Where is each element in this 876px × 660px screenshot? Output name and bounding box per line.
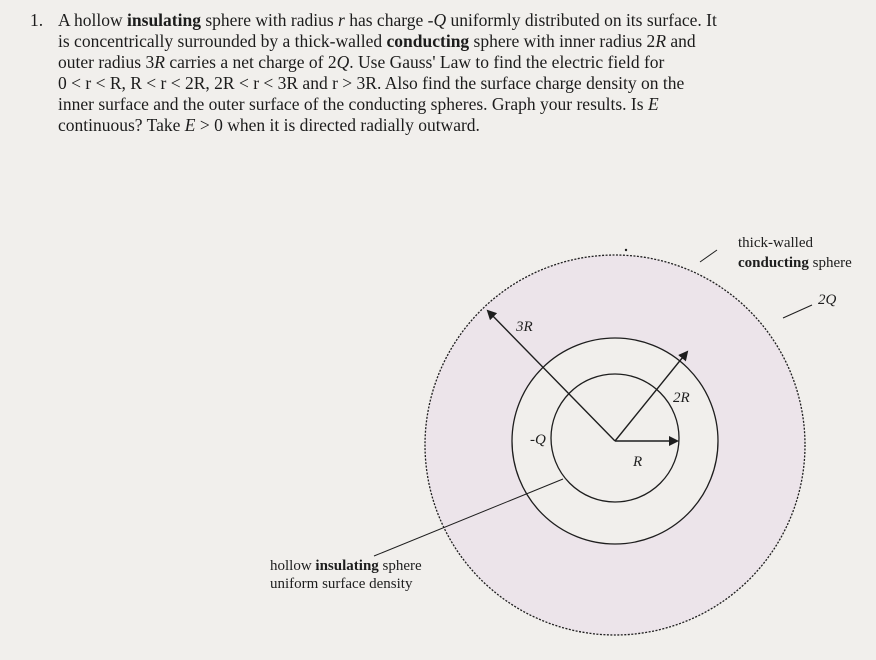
conducting-label-1: thick-walled bbox=[738, 235, 813, 251]
problem-line-1: A hollow insulating sphere with radius r has charge -Q uniformly distributed on its surface. It bbox=[58, 10, 717, 30]
conducting-leader bbox=[700, 250, 717, 262]
dot-mark bbox=[625, 249, 627, 251]
problem-line-5: inner surface and the outer surface of the conducting spheres. Graph your results. Is E bbox=[58, 94, 659, 114]
radius-2R-label: 2R bbox=[673, 390, 690, 406]
problem-line-2: is concentrically surrounded by a thick-walled conducting sphere with inner radius 2R and bbox=[58, 31, 696, 51]
insulating-label-2: uniform surface density bbox=[270, 576, 413, 592]
outer-charge-label: 2Q bbox=[818, 292, 837, 308]
inner-charge-label: -Q bbox=[530, 432, 546, 448]
insulating-label-1: hollow insulating sphere bbox=[270, 558, 422, 574]
charge-2Q-leader bbox=[783, 305, 812, 318]
problem-number: 1. bbox=[30, 10, 44, 30]
problem-line-3: outer radius 3R carries a net charge of 2Q. Use Gauss' Law to find the electric field for bbox=[58, 52, 665, 72]
radius-R-label: R bbox=[633, 454, 643, 470]
radius-3R-label: 3R bbox=[516, 319, 533, 335]
problem-line-4: 0 < r < R, R < r < 2R, 2R < r < 3R and r > 3R. Also find the surface charge density on the bbox=[58, 73, 685, 93]
problem-line-6: continuous? Take E > 0 when it is directed radially outward. bbox=[58, 115, 480, 135]
conducting-label-2: conducting sphere bbox=[738, 255, 852, 271]
